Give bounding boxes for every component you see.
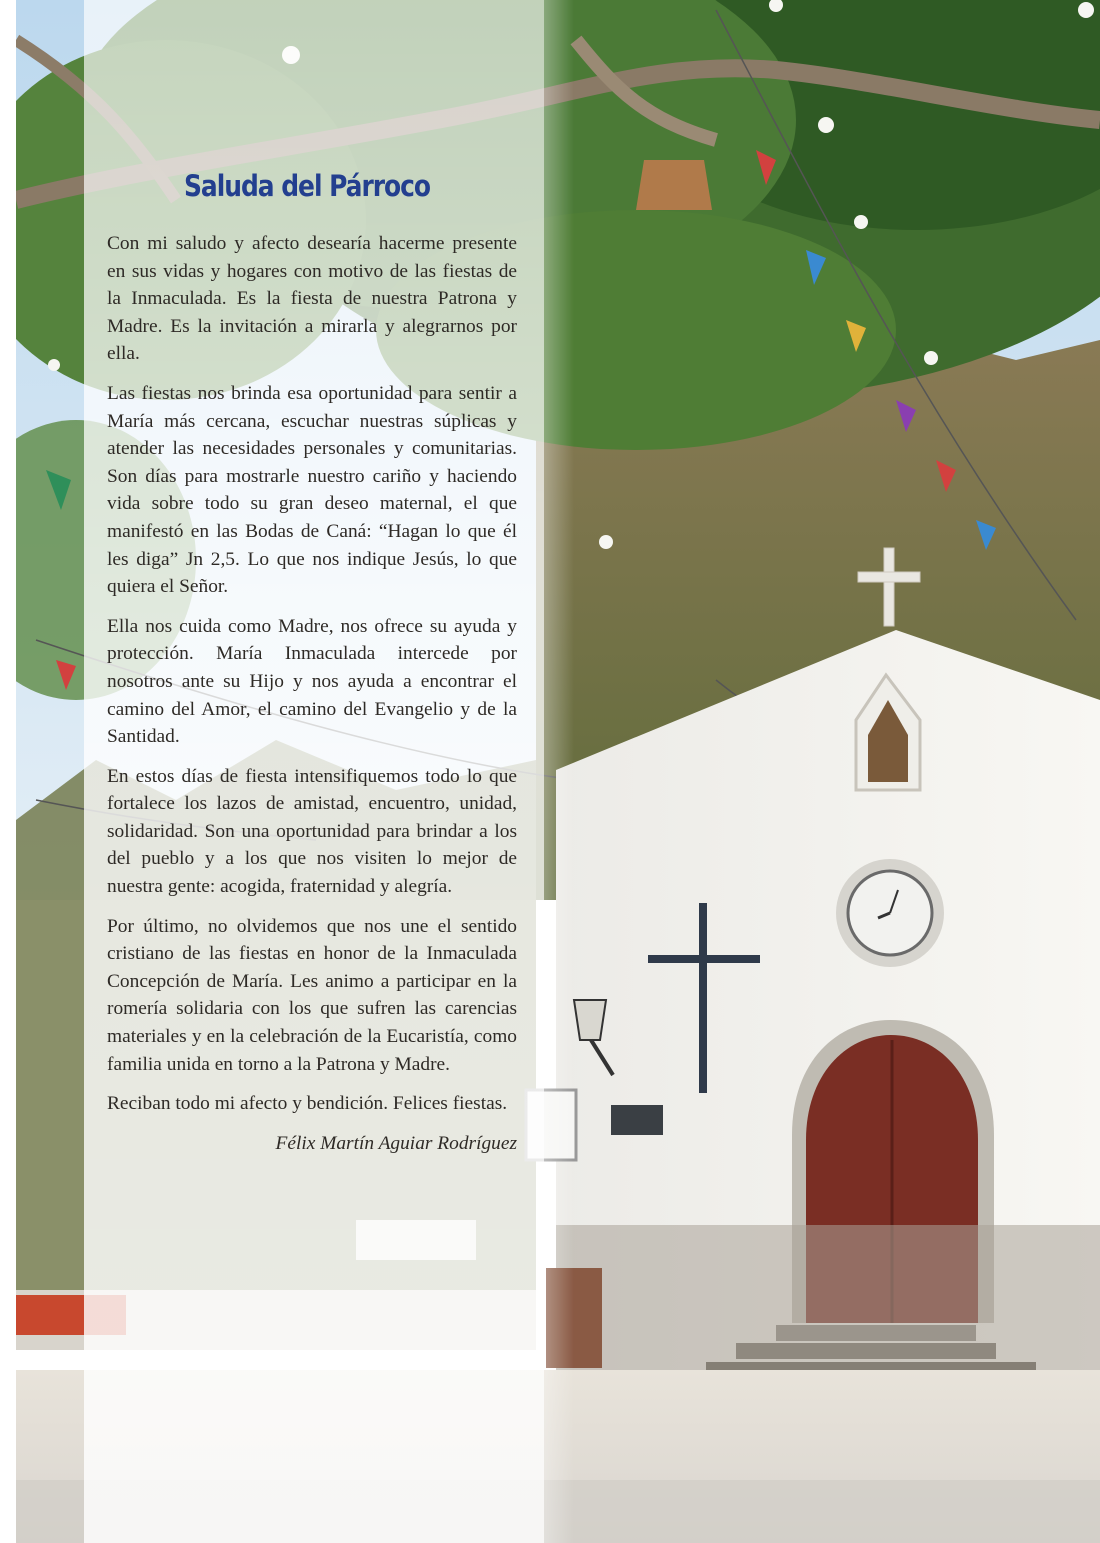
page-title: Saluda del Párroco bbox=[184, 169, 430, 204]
closing-line: Reciban todo mi afecto y bendición. Felices fiestas. bbox=[107, 1093, 508, 1115]
wall-plaque bbox=[611, 1105, 663, 1135]
article-body bbox=[107, 230, 517, 1169]
paragraph: Las fiestas nos brinda esa oportunidad para sentir a María más cercana, escuchar nuestras súplicas y atender las necesidades personales y comunitarias. Son días para mostrarle nuestro cariño y haciendo vida sobre todo su gran deseo maternal, el que manifestó en las Bodas de Caná: “Hagan lo que él les diga” Jn 2,5. Lo que nos indique Jesús, lo que quiera el Señor. bbox=[107, 382, 517, 598]
paragraph: En estos días de fiesta intensifiquemos todo lo que fortalece los lazos de amistad, encuentro, unidad, solidaridad. Son una oportunidad para brindar a los del pueblo y a los que nos visiten lo mejor de nuestra gente: acogida, fraternidad y alegría. bbox=[107, 765, 517, 898]
paragraph: Ella nos cuida como Madre, nos ofrece su ayuda y protección. María Inmaculada intercede por nosotros ante su Hijo y nos ayuda a encontrar el camino del Amor, el camino del Evangelio y de la Santidad. bbox=[107, 615, 517, 748]
wall-lamp bbox=[574, 1000, 606, 1040]
hanging-bell bbox=[636, 160, 712, 210]
page-margin bbox=[0, 0, 16, 1543]
church-steps bbox=[776, 1325, 976, 1341]
paragraph: Con mi saludo y afecto desearía hacerme presente en sus vidas y hogares con motivo de las fiestas de la Inmaculada. Es la fiesta de nuestra Patrona y Madre. Es la invitación a mirarla y alegrarnos por ella. bbox=[107, 233, 517, 365]
paragraph: Por último, no olvidemos que nos une el sentido cristiano de las fiestas en honor de la Inmaculada Concepción de María. Les animo a participar en la romería solidaria con los que sufren las carencias materiales y en la celebración de la Eucaristía, como familia unida en torno a la Patrona y Madre. bbox=[107, 915, 517, 1075]
iron-cross bbox=[699, 903, 707, 1093]
signature: Félix Martín Aguiar Rodríguez bbox=[275, 1132, 517, 1154]
